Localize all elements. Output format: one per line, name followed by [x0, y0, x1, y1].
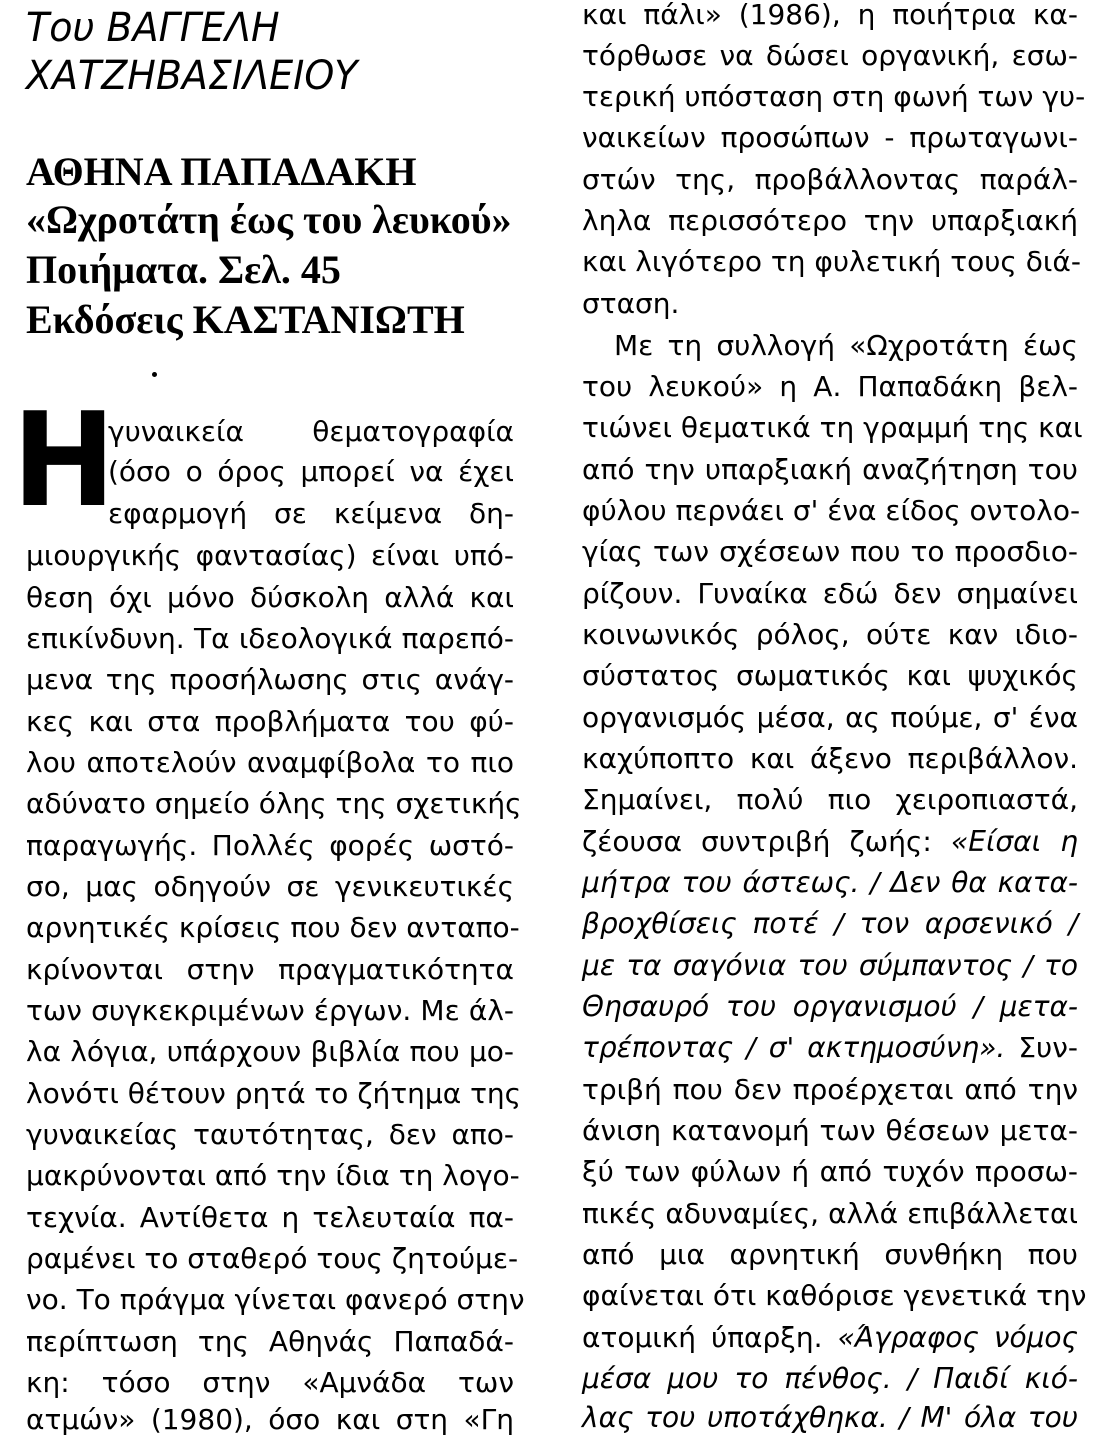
- text-line: γυναικεία θεματογραφία: [108, 415, 514, 448]
- text-line: του λευκού» η Α. Παπαδάκη βελ-: [582, 370, 1078, 403]
- text-line: τιώνει θεματικά τη γραμμή της και: [582, 411, 1083, 444]
- text-line: άνιση κατανομή των θέσεων μετα-: [582, 1114, 1078, 1147]
- text-line: θεση όχι μόνο δύσκολη αλλά και: [26, 581, 514, 614]
- text-line: ζέουσα συντριβή ζωής: «Είσαι η: [582, 825, 1078, 858]
- text-line: ξύ των φύλων ή από τυχόν προσω-: [582, 1155, 1078, 1188]
- separator-dot: [152, 372, 157, 377]
- text-line: τρέποντας / σ' ακτημοσύνη». Συν-: [582, 1031, 1078, 1064]
- text-line: αδύνατο σημείο όλης της σχετικής: [26, 787, 522, 820]
- text-line: κες και στα προβλήματα του φύ-: [26, 705, 514, 738]
- text-line: Με τη συλλογή «Ωχροτάτη έως: [614, 329, 1078, 362]
- text-line: ατμών» (1980), όσο και στη «Γη: [26, 1403, 514, 1436]
- text-line: ληλα περισσότερο την υπαρξιακή: [582, 204, 1078, 237]
- text-line: λου αποτελούν αναμφίβολα το πιο: [26, 746, 514, 779]
- text-line: λας του υποτάχθηκα. / Μ' όλα του: [582, 1401, 1078, 1434]
- text-line: τερική υπόσταση στη φωνή των γυ-: [582, 80, 1086, 113]
- text-line: Θησαυρό του οργανισμού / μετα-: [582, 990, 1078, 1023]
- text-line: σύστατος σωματικός και ψυχικός: [582, 659, 1078, 692]
- drop-cap: Η: [12, 384, 116, 536]
- byline-line-1: Του ΒΑΓΓΕΛΗ: [26, 5, 280, 51]
- text-line: βροχθίσεις ποτέ / τον αρσενικό /: [582, 907, 1078, 940]
- text-line: γυναικείας ταυτότητας, δεν απο-: [26, 1118, 514, 1151]
- text-line: ατομική ύπαρξη. «Άγραφος νόμος: [582, 1321, 1078, 1354]
- heading-meta: Ποιήματα. Σελ. 45: [26, 247, 341, 292]
- text-line: από την υπαρξιακή αναζήτηση του: [582, 453, 1078, 486]
- text-line: πικές αδυναμίες, αλλά επιβάλλεται: [582, 1197, 1078, 1230]
- text-line: κη: τόσο στην «Αμνάδα των: [26, 1366, 514, 1399]
- text-line: τόρθωσε να δώσει οργανική, εσω-: [582, 39, 1078, 72]
- text-line: φύλου περνάει σ' ένα είδος οντολο-: [582, 494, 1081, 527]
- text-line: κοινωνικός ρόλος, ούτε καν ιδιο-: [582, 618, 1078, 651]
- heading-author: ΑΘΗΝΑ ΠΑΠΑΔΑΚΗ: [26, 149, 417, 194]
- text-line: λα λόγια, υπάρχουν βιβλία που μο-: [26, 1035, 514, 1068]
- text-line: μέσα μου το πένθος. / Παιδί κιό-: [582, 1362, 1078, 1395]
- heading-publisher: Εκδόσεις ΚΑΣΤΑΝΙΩΤΗ: [26, 297, 465, 342]
- text-line: λονότι θέτουν ρητά το ζήτημα της: [26, 1077, 522, 1110]
- text-line: φαίνεται ότι καθόρισε γενετικά την: [582, 1279, 1087, 1312]
- text-line: μενα της προσήλωσης στις ανάγ-: [26, 663, 514, 696]
- text-line: και πάλι» (1986), η ποιήτρια κα-: [582, 0, 1078, 31]
- text-line: και λιγότερο τη φυλετική τους διά-: [582, 245, 1081, 278]
- text-line: Σημαίνει, πολύ πιο χειροπιαστά,: [582, 783, 1078, 816]
- text-line: (όσο ο όρος μπορεί να έχει: [108, 455, 514, 488]
- text-line: μήτρα του άστεως. / Δεν θα κατα-: [582, 866, 1078, 899]
- text-line: παραγωγής. Πολλές φορές ωστό-: [26, 829, 514, 862]
- text-line: νο. Το πράγμα γίνεται φανερό στην: [26, 1283, 525, 1316]
- text-line: ρίζουν. Γυναίκα εδώ δεν σημαίνει: [582, 577, 1078, 610]
- text-line: στών της, προβάλλοντας παράλ-: [582, 163, 1078, 196]
- text-line: περίπτωση της Αθηνάς Παπαδά-: [26, 1325, 514, 1358]
- text-line: με τα σαγόνια του σύμπαντος / το: [582, 949, 1078, 982]
- text-line: μακρύνονται από την ίδια τη λογο-: [26, 1159, 520, 1192]
- text-line: εφαρμογή σε κείμενα δη-: [108, 497, 514, 530]
- text-line: κρίνονται στην πραγματικότητα: [26, 953, 514, 986]
- text-line: μιουργικής φαντασίας) είναι υπό-: [26, 539, 514, 572]
- text-line: οργανισμός μέσα, ας πούμε, σ' ένα: [582, 701, 1078, 734]
- byline-line-2: ΧΑΤΖΗΒΑΣΙΛΕΙΟΥ: [26, 53, 358, 99]
- text-line: επικίνδυνη. Τα ιδεολογικά παρεπό-: [26, 622, 514, 655]
- text-line: σο, μας οδηγούν σε γενικευτικές: [26, 870, 514, 903]
- text-line: γίας των σχέσεων που το προσδιο-: [582, 535, 1078, 568]
- text-line: σταση.: [582, 287, 680, 320]
- text-line: ναικείων προσώπων - πρωταγωνι-: [582, 121, 1078, 154]
- text-line: από μια αρνητική συνθήκη που: [582, 1238, 1078, 1271]
- text-line: ραμένει το σταθερό τους ζητούμε-: [26, 1242, 519, 1275]
- text-line: καχύποπτο και άξενο περιβάλλον.: [582, 742, 1078, 775]
- text-line: αρνητικές κρίσεις που δεν ανταπο-: [26, 911, 520, 944]
- text-line: τριβή που δεν προέρχεται από την: [582, 1073, 1078, 1106]
- heading-title: «Ωχροτάτη έως του λευκού»: [26, 197, 512, 242]
- text-line: των συγκεκριμένων έργων. Με άλ-: [26, 994, 514, 1027]
- text-line: τεχνία. Αντίθετα η τελευταία πα-: [26, 1201, 514, 1234]
